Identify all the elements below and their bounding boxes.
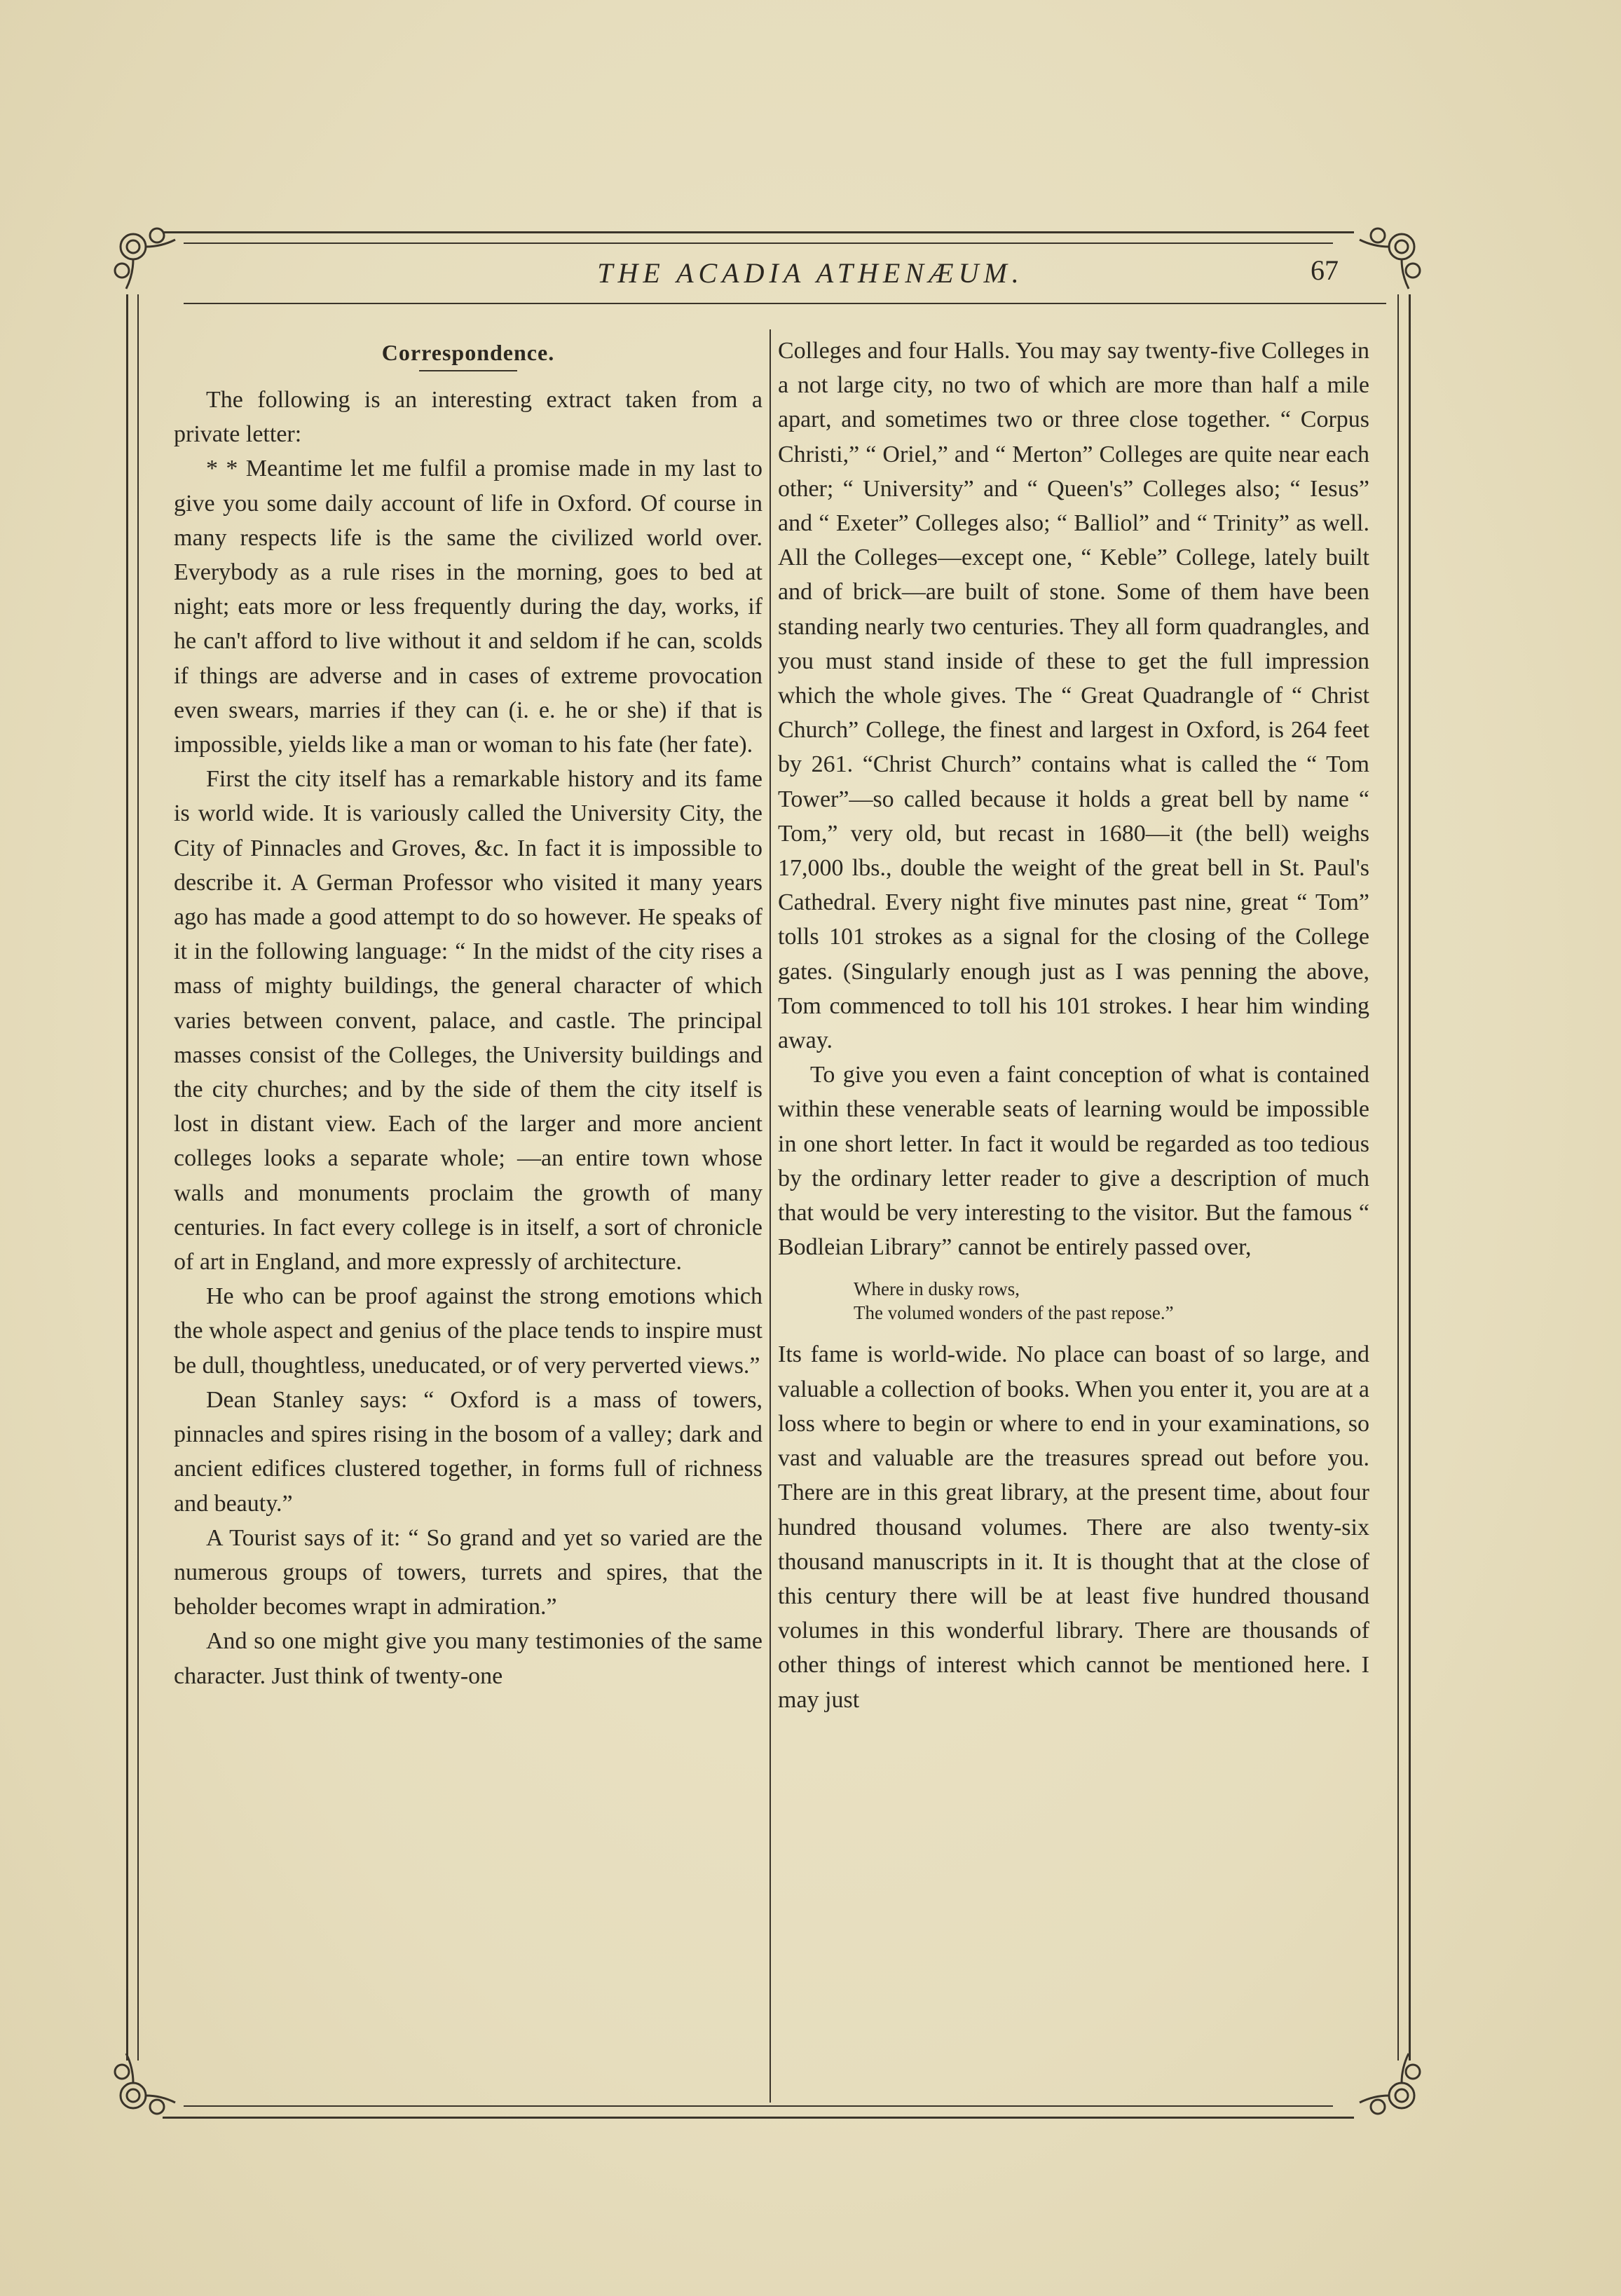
corner-ornament-icon: [1353, 2046, 1430, 2124]
paragraph: And so one might give you many testimonies of the same character. Just think of twenty-one: [174, 1628, 762, 1689]
frame-left-inner-rule: [137, 294, 139, 2061]
frame-bottom-outer-rule: [163, 2117, 1354, 2119]
frame-right-outer-rule: [1409, 294, 1411, 2061]
frame-top-inner-rule: [184, 242, 1333, 244]
paragraph: To give you even a faint conception of what is contained within these venerable seats of learning would be impossible in one short letter. In fact it would be regarded as too tedious by the ordinary letter reader to give a description of much that would be very interesting to the visitor. But the famous “ Bodleian Library” cannot be entirely passed over,: [778, 1062, 1369, 1261]
header-rule: [184, 303, 1386, 304]
frame-bottom-inner-rule: [184, 2105, 1333, 2107]
heading-rule: [419, 370, 517, 371]
paragraph: * * Meantime let me fulfil a promise made in my last to give you some daily account of life in Oxford. Of course in many respects life is the same the civilized world over. Everybody as a rule rises in the morning, goes to bed at night; eats more or less frequently during the day, works, if he can't afford to live without it and seldom if he can, scolds if things are adverse and in cases of extreme provocation even swears, marries if they can (i. e. he or she) if that is impossible, yields like a man or woman to his fate (her fate).: [174, 456, 762, 758]
frame-right-inner-rule: [1397, 294, 1399, 2061]
frame-top-outer-rule: [163, 231, 1354, 233]
right-column: [778, 334, 1369, 1717]
paragraph: The following is an interesting extract taken from a private letter:: [174, 387, 762, 448]
paragraph: A Tourist says of it: “ So grand and yet so varied are the numerous groups of towers, turrets and spires, that the beholder becomes wrapt in admiration.”: [174, 1524, 762, 1620]
verse-quotation: [854, 1277, 1369, 1325]
corner-ornament-icon: [105, 2046, 182, 2124]
paragraph: He who can be proof against the strong emotions which the whole aspect and genius of the place tends to inspire must be dull, thoughtless, uneducated, or of very perverted views.”: [174, 1283, 762, 1379]
verse-line: The volumed wonders of the past repose.”: [854, 1302, 1174, 1324]
column-divider: [770, 329, 771, 2103]
running-title: THE ACADIA ATHENÆUM.: [597, 257, 1024, 289]
page-number: 67: [1311, 254, 1339, 286]
frame-left-outer-rule: [126, 294, 128, 2061]
paragraph: Its fame is world-wide. No place can boast of so large, and valuable a collection of books. When you enter it, you are at a loss where to begin or where to end in your examinations, so vast and valuable are the treasures spread out before you. There are in this great library, at the present time, about four hundred thousand volumes. There are also twenty-six thousand manuscripts in it. It is thought that at the close of this century there will be at least five hundred thousand volumes in this wonderful library. There are thousands of other things of interest which cannot be mentioned here. I may just: [778, 1341, 1369, 1713]
paragraph: Dean Stanley says: “ Oxford is a mass of towers, pinnacles and spires rising in the bosom of a valley; dark and ancient edifices clustered together, in forms full of richness and beauty.”: [174, 1386, 762, 1517]
verse-line: Where in dusky rows,: [854, 1278, 1020, 1300]
paragraph: First the city itself has a remarkable history and its fame is world wide. It is variously called the University City, the City of Pinnacles and Groves, &c. In fact it is impossible to describe it. A German Professor who visited it many years ago has made a good attempt to do so however. He speaks of it in the following language: “ In the midst of the city rises a mass of mighty buildings, the general character of which varies between convent, palace, and castle. The principal masses consist of the Colleges, the University buildings and the city churches; and by the side of them the city itself is lost in distant view. Each of the larger and more ancient colleges looks a separate whole; —an entire town whose walls and monuments proclaim the growth of many centuries. In fact every college is in itself, a sort of chronicle of art in England, and more expressly of architecture.: [174, 766, 762, 1276]
section-heading: Correspondence.: [381, 340, 555, 365]
paragraph: Colleges and four Halls. You may say twenty-five Colleges in a not large city, no two of which are more than half a mile apart, and sometimes two or three close together. “ Corpus Christi,” “ Oriel,” and “ Merton” Colleges are quite near each other; “ University” and “ Queen's” Colleges also; “ Iesus” and “ Exeter” Colleges also; “ Balliol” and “ Trinity” as well. All the Colleges—except one, “ Keble” College, lately built and of brick—are built of stone. Some of them have been standing nearly two centuries. They all form quadrangles, and you must stand inside of these to get the full impression which the whole gives. The “ Great Quadrangle of “ Christ Church” College, the finest and largest in Oxford, is 264 feet by 261. “Christ Church” contains what is called the “ Tom Tower”—so called because it holds a great bell by name “ Tom,” very old, but recast in 1680—it (the bell) weighs 17,000 lbs., double the weight of the great bell in St. Paul's Cathedral. Every night five minutes past nine, great “ Tom” tolls 101 strokes as a signal for the closing of the College gates. (Singularly enough just as I was penning the above, Tom commenced to toll his 101 strokes. I hear him winding away.: [778, 338, 1369, 1054]
left-column: [174, 334, 762, 1693]
